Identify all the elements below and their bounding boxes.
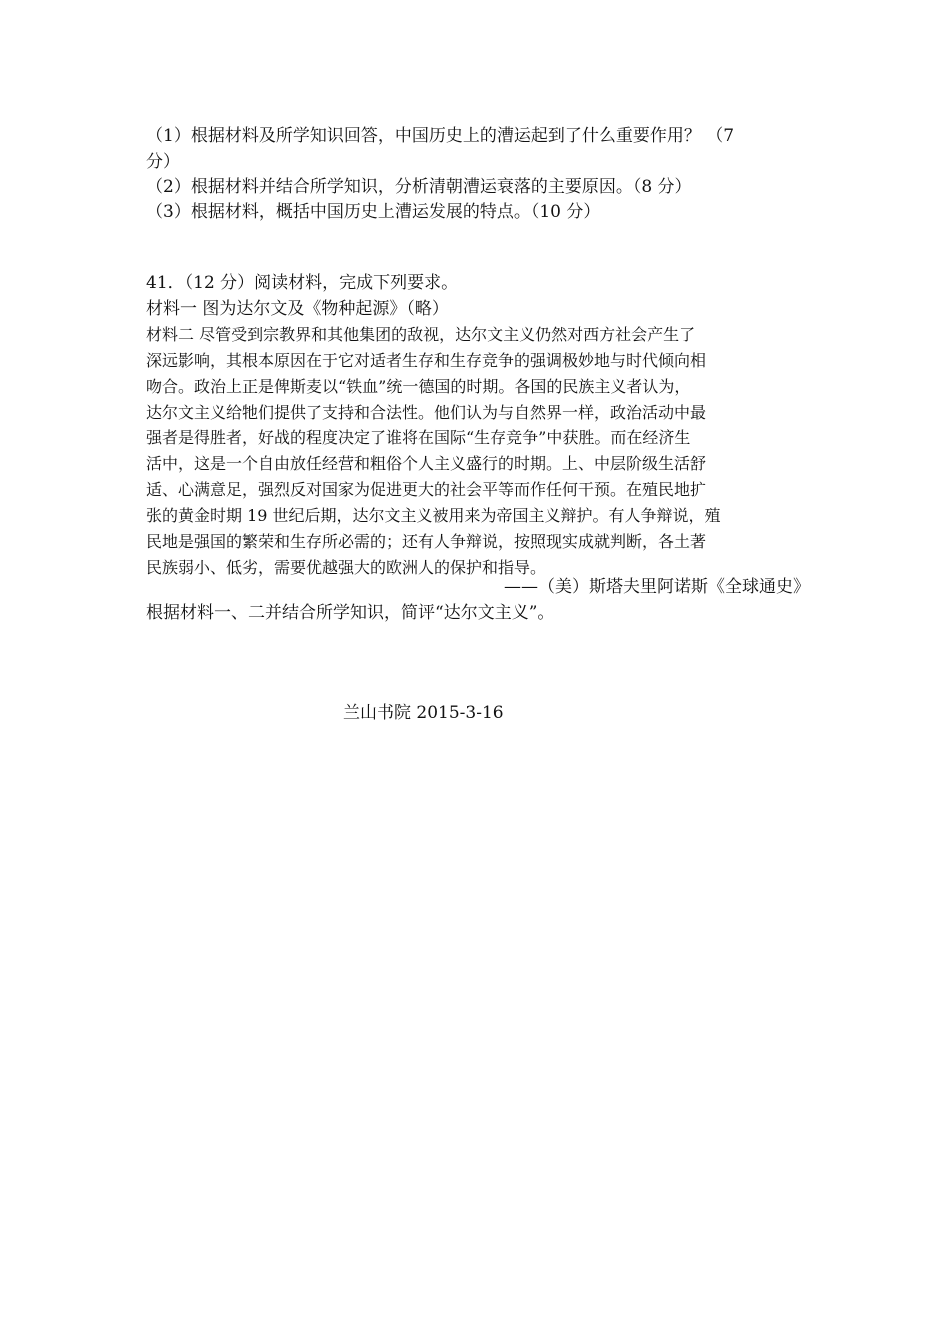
material-2-line: 张的黄金时期 19 世纪后期，达尔文主义被用来为帝国主义辩护。有人争辩说，殖: [146, 506, 721, 525]
question-41-heading: 41．（12 分）阅读材料，完成下列要求。: [146, 273, 459, 293]
question-2: （2）根据材料并结合所学知识，分析清朝漕运衰落的主要原因。（8 分）: [146, 177, 692, 197]
material-2-line: 适、心满意足，强烈反对国家为促进更大的社会平等而作任何干预。在殖民地扩: [146, 480, 707, 499]
footer-signature: 兰山书院 2015-3-16: [343, 703, 504, 723]
material-2-source: ——（美）斯塔夫里阿诺斯《全球通史》: [504, 577, 810, 597]
material-2-line: 深远影响，其根本原因在于它对适者生存和生存竞争的强调极妙地与时代倾向相: [146, 351, 707, 370]
material-2-line: 达尔文主义给牠们提供了支持和合法性。他们认为与自然界一样，政治活动中最: [146, 403, 707, 422]
question-3: （3）根据材料，概括中国历史上漕运发展的特点。（10 分）: [146, 202, 601, 222]
question-41-prompt: 根据材料一、二并结合所学知识，简评“达尔文主义”。: [146, 603, 555, 623]
material-2-line: 民族弱小、低劣，需要优越强大的欧洲人的保护和指导。: [146, 558, 547, 577]
material-1: 材料一 图为达尔文及《物种起源》（略）: [146, 299, 449, 319]
material-2-line: 民地是强国的繁荣和生存所必需的；还有人争辩说，按照现实成就判断，各土著: [146, 532, 707, 551]
question-1-line-1: （1）根据材料及所学知识回答，中国历史上的漕运起到了什么重要作用？ （7: [146, 126, 735, 146]
material-2-line: 材料二 尽管受到宗教界和其他集团的敌视，达尔文主义仍然对西方社会产生了: [146, 325, 696, 344]
material-2-line: 强者是得胜者，好战的程度决定了谁将在国际“生存竞争”中获胜。而在经济生: [146, 428, 691, 447]
question-1-line-2: 分）: [146, 152, 180, 172]
material-2-line: 吻合。政治上正是俾斯麦以“铁血”统一德国的时期。各国的民族主义者认为，: [146, 377, 691, 396]
material-2-line: 活中，这是一个自由放任经营和粗俗个人主义盛行的时期。上、中层阶级生活舒: [146, 454, 707, 473]
